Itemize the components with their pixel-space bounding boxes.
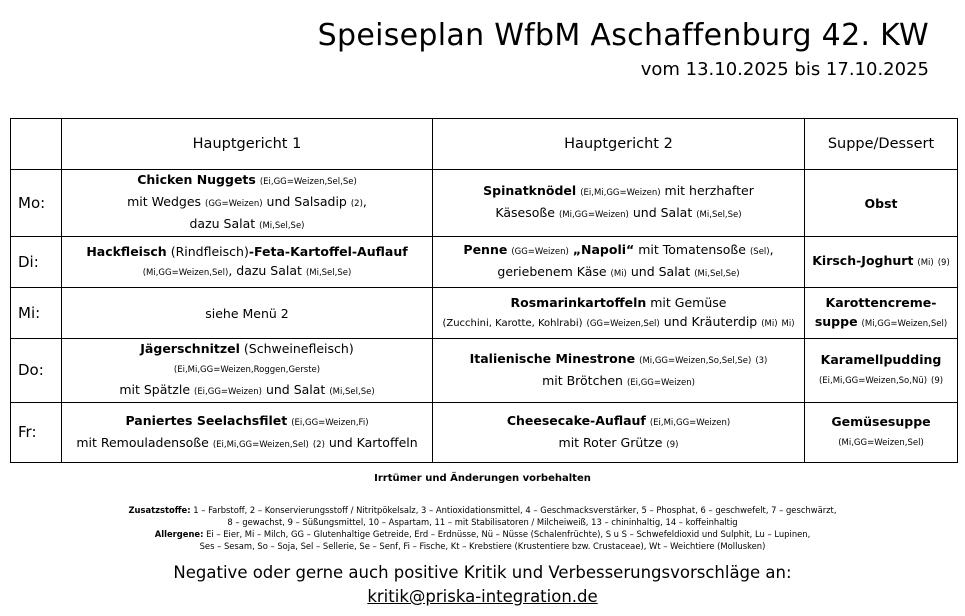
col-header-soup-dessert: Suppe/Dessert (805, 119, 958, 170)
day-label: Di: (11, 237, 62, 288)
soup-dessert: Obst (805, 170, 958, 237)
main-dish-2: Spinatknödel (Ei,Mi,GG=Weizen) mit herzhafter Käsesoße (Mi,GG=Weizen) und Salat (Mi,Sel,Se) (433, 170, 805, 237)
page-title: Speiseplan WfbM Aschaffenburg 42. KW (317, 18, 929, 53)
col-header-main-2: Hauptgericht 2 (433, 119, 805, 170)
allergens-text-cont: Ses – Sesam, So – Soja, Sel – Sellerie, Se – Senf, Fi – Fische, Kt – Krebstiere (Krustentiere bzw. Crustaceae), Wt – Weichtiere (Mollusken) (199, 541, 766, 551)
soup-dessert: Kirsch-Joghurt (Mi) (9) (805, 237, 958, 288)
day-label: Mo: (11, 170, 62, 237)
main-dish-1: siehe Menü 2 (62, 288, 433, 339)
soup-dessert: Karamellpudding (Ei,Mi,GG=Weizen,So,Nü) (9) (805, 339, 958, 403)
main-dish-2: Penne (GG=Weizen) „Napoli“ mit Tomatensoße (Sel), geriebenem Käse (Mi) und Salat (Mi,Sel,Se) (433, 237, 805, 288)
disclaimer-note: Irrtümer und Änderungen vorbehalten (374, 473, 591, 484)
day-label: Mi: (11, 288, 62, 339)
additives-label: Zusatzstoffe: (128, 505, 191, 515)
day-row-wednesday (11, 288, 958, 339)
feedback-section (0, 561, 965, 609)
soup-dessert: Karottencreme- suppe (Mi,GG=Weizen,Sel) (805, 288, 958, 339)
day-label: Fr: (11, 403, 62, 463)
soup-dessert: Gemüsesuppe (Mi,GG=Weizen,Sel) (805, 403, 958, 463)
day-row-friday (11, 403, 958, 463)
header-row (11, 119, 958, 170)
main-dish-2: Italienische Minestrone (Mi,GG=Weizen,So,Sel,Se) (3) mit Brötchen (Ei,GG=Weizen) (433, 339, 805, 403)
main-dish-1: Jägerschnitzel (Schweinefleisch) (Ei,Mi,GG=Weizen,Roggen,Gerste) mit Spätzle (Ei,GG=Weizen) und Salat (Mi,Sel,Se) (62, 339, 433, 403)
feedback-text: Negative oder gerne auch positive Kritik und Verbesserungsvorschläge an: (173, 563, 792, 582)
menu-table (10, 118, 958, 463)
main-dish-1: Paniertes Seelachsfilet (Ei,GG=Weizen,Fi) mit Remouladensoße (Ei,Mi,GG=Weizen,Sel) (2) und Kartoffeln (62, 403, 433, 463)
day-row-tuesday (11, 237, 958, 288)
main-dish-1: Hackfleisch (Rindfleisch)-Feta-Kartoffel-Auflauf (Mi,GG=Weizen,Sel), dazu Salat (Mi,Sel,Se) (62, 237, 433, 288)
main-dish-1: Chicken Nuggets (Ei,GG=Weizen,Sel,Se) mit Wedges (GG=Weizen) und Salsadip (2), dazu Salat (Mi,Sel,Se) (62, 170, 433, 237)
date-range: vom 13.10.2025 bis 17.10.2025 (640, 59, 929, 80)
additives-allergens-legend (120, 504, 845, 552)
allergens-text: Ei – Eier, Mi – Milch, GG – Glutenhaltige Getreide, Erd – Erdnüsse, Nü – Nüsse (Schalenfrüchte), S u S – Schwefeldioxid und Sulphit, Lu – Lupinen, (206, 529, 811, 539)
corner-cell (11, 119, 62, 170)
main-dish-2: Cheesecake-Auflauf (Ei,Mi,GG=Weizen) mit Roter Grütze (9) (433, 403, 805, 463)
additives-text-cont: 8 – gewachst, 9 – Süßungsmittel, 10 – Aspartam, 11 – mit Stabilisatoren / Milcheiweiß, 13 – chininhaltig, 14 – koffeinhaltig (227, 517, 738, 527)
day-row-monday (11, 170, 958, 237)
day-row-thursday (11, 339, 958, 403)
day-label: Do: (11, 339, 62, 403)
feedback-email-link[interactable]: kritik@priska-integration.de (367, 587, 598, 606)
additives-text: 1 – Farbstoff, 2 – Konservierungsstoff / Nitritpökelsalz, 3 – Antioxidationsmittel, 4 – Geschmacksverstärker, 5 – Phosphat, 6 – geschwefelt, 7 – geschwärzt, (193, 505, 837, 515)
col-header-main-1: Hauptgericht 1 (62, 119, 433, 170)
main-dish-2: Rosmarinkartoffeln mit Gemüse (Zucchini, Karotte, Kohlrabi) (GG=Weizen,Sel) und Kräuterdip (Mi) Mi) (433, 288, 805, 339)
allergens-label: Allergene: (154, 529, 204, 539)
